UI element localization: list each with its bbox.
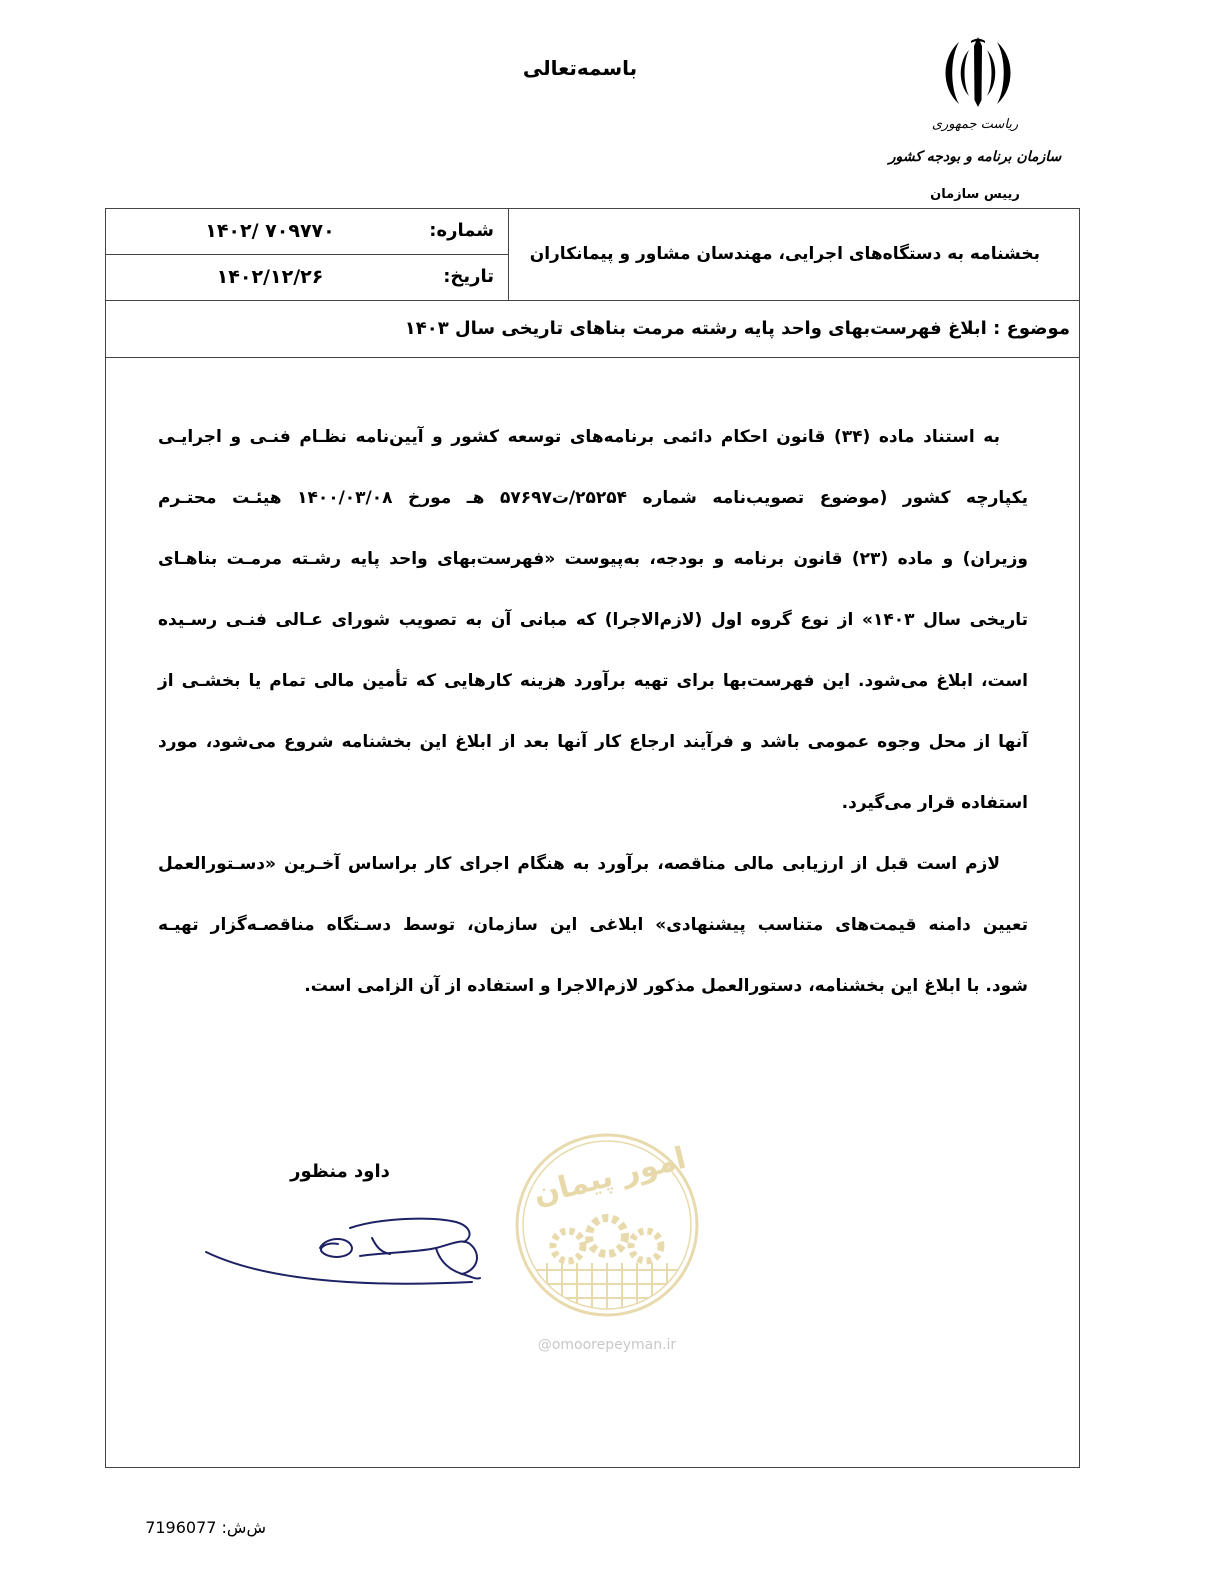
org-presidency-line: ریاست جمهوری — [931, 117, 1019, 132]
body-line: تعیین دامنه قیمت‌های متناسب پیشنهادی» ابلاغی این سازمان، توسط دسـتگاه مناقصـه‌گزار تهیـه — [158, 915, 1028, 935]
body-line: یکپارچه کشور (موضوع تصویب‌نامه شماره ۲۵۲۵۴/ت۵۷۶۹۷ هـ مورخ ۱۴۰۰/۰۳/۰۸ هیئـت محتـرم — [158, 488, 1028, 508]
recipient-cell: بخشنامه به دستگاه‌های اجرایی، مهندسان مشاور و پیمانکاران — [529, 244, 1040, 264]
body-line: تاریخی سال ۱۴۰۳» از نوع گروه اول (لازم‌الاجرا) که مبانی آن به تصویب شورای عـالی فنـی رسـیده — [158, 610, 1028, 630]
bismillah-heading: باسمه‌تعالی — [522, 56, 638, 80]
watermark-site-text: @omoorepeyman.ir — [537, 1337, 677, 1353]
body-line: است، ابلاغ می‌شود. این فهرست‌بها برای تهیه برآورد هزینه کارهایی که تأمین مالی تمام یا بخشـی از — [158, 671, 1028, 691]
subject-bottom-divider — [105, 357, 1080, 358]
serial-number: ش‌ش: 7196077 — [145, 1518, 266, 1537]
org-head-line: رییس سازمان — [930, 187, 1020, 202]
number-label: شماره: — [429, 220, 494, 241]
subject-line: موضوع : ابلاغ فهرست‌بهای واحد پایه رشته مرمت بناهای تاریخی سال ۱۴۰۳ — [404, 318, 1070, 339]
date-value: ۱۴۰۲/۱۲/۲۶ — [216, 266, 324, 288]
emblem-icon — [938, 36, 1018, 108]
signer-name: داود منظور — [290, 1161, 390, 1182]
body-line: شود. با ابلاغ این بخشنامه، دستورالعمل مذکور لازم‌الاجرا و استفاده از آن الزامی است. — [304, 976, 1028, 996]
watermark-logo-text: امور پیمان — [529, 1140, 690, 1213]
org-name-line: سازمان برنامه و بودجه کشور — [888, 149, 1062, 165]
watermark-logo — [510, 1118, 705, 1333]
body-line: وزیران) و ماده (۲۳) قانون برنامه و بودجه، به‌پیوست «فهرست‌بهای واحد پایه رشـته مرمـت بناهـای — [158, 549, 1028, 569]
body-line: به استناد ماده (۳۴) قانون احکام دائمی برنامه‌های توسعه کشور و آیین‌نامه نظـام فنـی و اجرایـی — [158, 427, 1000, 447]
number-value: ۱۴۰۲/ ۷۰۹۷۷۰ — [205, 220, 335, 242]
date-label: تاریخ: — [443, 266, 494, 287]
body-line: استفاده قرار می‌گیرد. — [841, 793, 1028, 813]
body-line: لازم است قبل از ارزیابی مالی مناقصه، برآورد به هنگام اجرای کار براساس آخـرین «دسـتورالعمل — [158, 854, 1000, 874]
signature-scribble — [200, 1208, 490, 1300]
letter-body — [158, 407, 1028, 1017]
body-line: آنها از محل وجوه عمومی باشد و فرآیند ارجاع کار آنها بعد از ابلاغ این بخشنامه شروع می‌شود، مورد — [158, 732, 1028, 752]
